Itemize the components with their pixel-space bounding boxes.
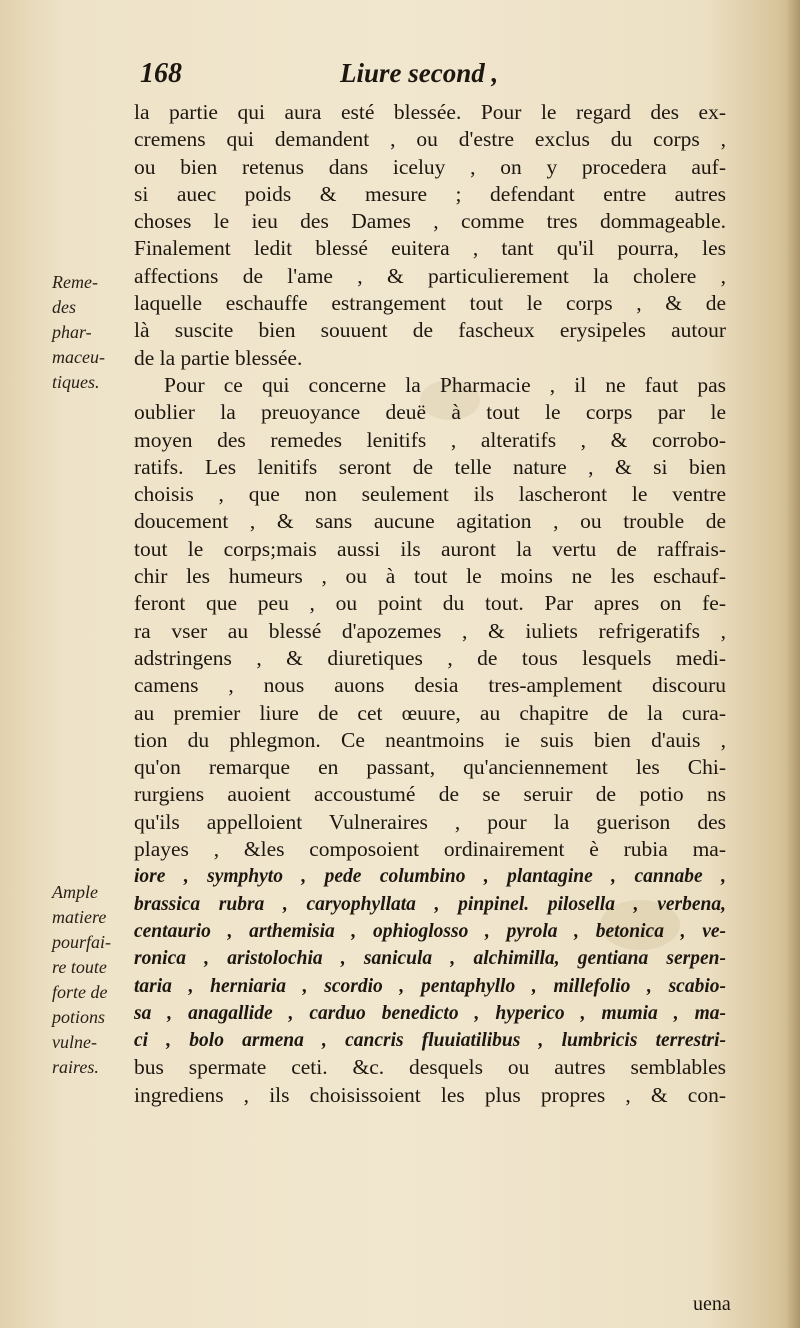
text-line: au premier liure de cet œuure, au chapitre de la cura- xyxy=(134,700,726,725)
text-line: si auec poids & mesure ; defendant entre autres xyxy=(134,181,726,206)
text-line: tion du phlegmon. Ce neantmoins ie suis bien d'auis , xyxy=(134,727,726,752)
margin-note-line: maceu- xyxy=(52,347,105,367)
text-line: de la partie blessée. xyxy=(134,345,303,370)
text-line: chir les humeurs , ou à tout le moins ne les eschauf- xyxy=(134,564,726,589)
text-line: ratifs. Les lenitifs seront de telle nature , & si bien xyxy=(134,454,726,479)
text-line: ingrediens , ils choisissoient les plus propres , & con- xyxy=(134,1082,726,1107)
text-line: doucement , & sans aucune agitation , ou trouble de xyxy=(134,509,726,534)
text-line-latin: ronica , aristolochia , sanicula , alchimilla, gentiana serpen- xyxy=(134,948,726,970)
margin-note-line: potions xyxy=(52,1007,106,1027)
text-line: qu'ils appelloient Vulneraires , pour la guerison des xyxy=(134,809,726,834)
text-line: bus spermate ceti. &c. desquels ou autres semblables xyxy=(134,1055,726,1080)
text-line-latin: sa , anagallide , carduo benedicto , hyperico , mumia , ma- xyxy=(134,1002,726,1024)
page-edge-shadow xyxy=(786,0,800,1328)
text-line: rurgiens auoient accoustumé de se seruir de potio ns xyxy=(134,782,726,807)
text-line: ra vser au blessé d'apozemes , & iuliets refrigeratifs , xyxy=(134,618,726,643)
margin-note-line: Reme- xyxy=(52,272,98,292)
margin-note-ample-matiere xyxy=(52,880,132,1080)
text-line: feront que peu , ou point du tout. Par apres on fe- xyxy=(134,591,726,616)
text-line-latin: ci , bolo armena , cancris fluuiatilibus , lumbricis terrestri- xyxy=(134,1030,726,1052)
text-line-latin: taria , herniaria , scordio , pentaphyllo , millefolio , scabio- xyxy=(134,975,726,997)
text-line: oublier la preuoyance deuë à tout le corps par le xyxy=(134,400,726,425)
text-line-latin: centaurio , arthemisia , ophioglosso , pyrola , betonica , ve- xyxy=(134,920,726,942)
margin-note-line: tiques. xyxy=(52,372,100,392)
margin-note-line: phar- xyxy=(52,322,92,342)
text-line: Finalement ledit blessé euitera , tant qu'il pourra, les xyxy=(134,236,726,261)
text-line: adstringens , & diuretiques , de tous lesquels medi- xyxy=(134,645,726,670)
margin-note-line: raires. xyxy=(52,1057,99,1077)
catchword: uena xyxy=(693,1293,731,1315)
margin-note-line: vulne- xyxy=(52,1032,97,1052)
margin-note-line: re toute xyxy=(52,957,107,977)
text-line: affections de l'ame , & particulierement la cholere , xyxy=(134,263,726,288)
margin-note-remedes xyxy=(52,270,132,395)
page-number: 168 xyxy=(140,58,182,89)
text-line: moyen des remedes lenitifs , alteratifs , & corrobo- xyxy=(134,427,726,452)
text-line: là suscite bien souuent de fascheux erysipeles autour xyxy=(134,318,726,343)
margin-note-line: pourfai- xyxy=(52,932,112,952)
margin-note-line: des xyxy=(52,297,76,317)
text-line: tout le corps;mais aussi ils auront la vertu de raffrais- xyxy=(134,536,726,561)
text-line: choses le ieu des Dames , comme tres dommageable. xyxy=(134,209,726,234)
text-line: la partie qui aura esté blessée. Pour le regard des ex- xyxy=(134,100,726,124)
text-line: camens , nous auons desia tres-amplement discouru xyxy=(134,673,726,698)
text-line: Pour ce qui concerne la Pharmacie , il ne faut pas xyxy=(164,372,726,397)
text-line-latin: brassica rubra , caryophyllata , pinpinel. pilosella , verbena, xyxy=(134,893,726,915)
margin-note-line: forte de xyxy=(52,982,108,1002)
margin-note-line: matiere xyxy=(52,907,107,927)
body-text xyxy=(134,99,726,1109)
text-line: cremens qui demandent , ou d'estre exclus du corps , xyxy=(134,127,726,152)
text-line: choisis , que non seulement ils lascheront le ventre xyxy=(134,482,726,507)
text-line: laquelle eschauffe estrangement tout le corps , & de xyxy=(134,291,726,316)
running-title: Liure second , xyxy=(340,58,499,88)
text-line: qu'on remarque en passant, qu'anciennement les Chi- xyxy=(134,755,726,780)
text-line: playes , &les composoient ordinairement è rubia ma- xyxy=(134,837,726,862)
page-header xyxy=(140,58,720,98)
text-line-latin: iore , symphyto , pede columbino , plantagine , cannabe , xyxy=(134,866,726,888)
text-line: ou bien retenus dans iceluy , on y procedera auf- xyxy=(134,154,726,179)
margin-note-line: Ample xyxy=(52,882,98,902)
